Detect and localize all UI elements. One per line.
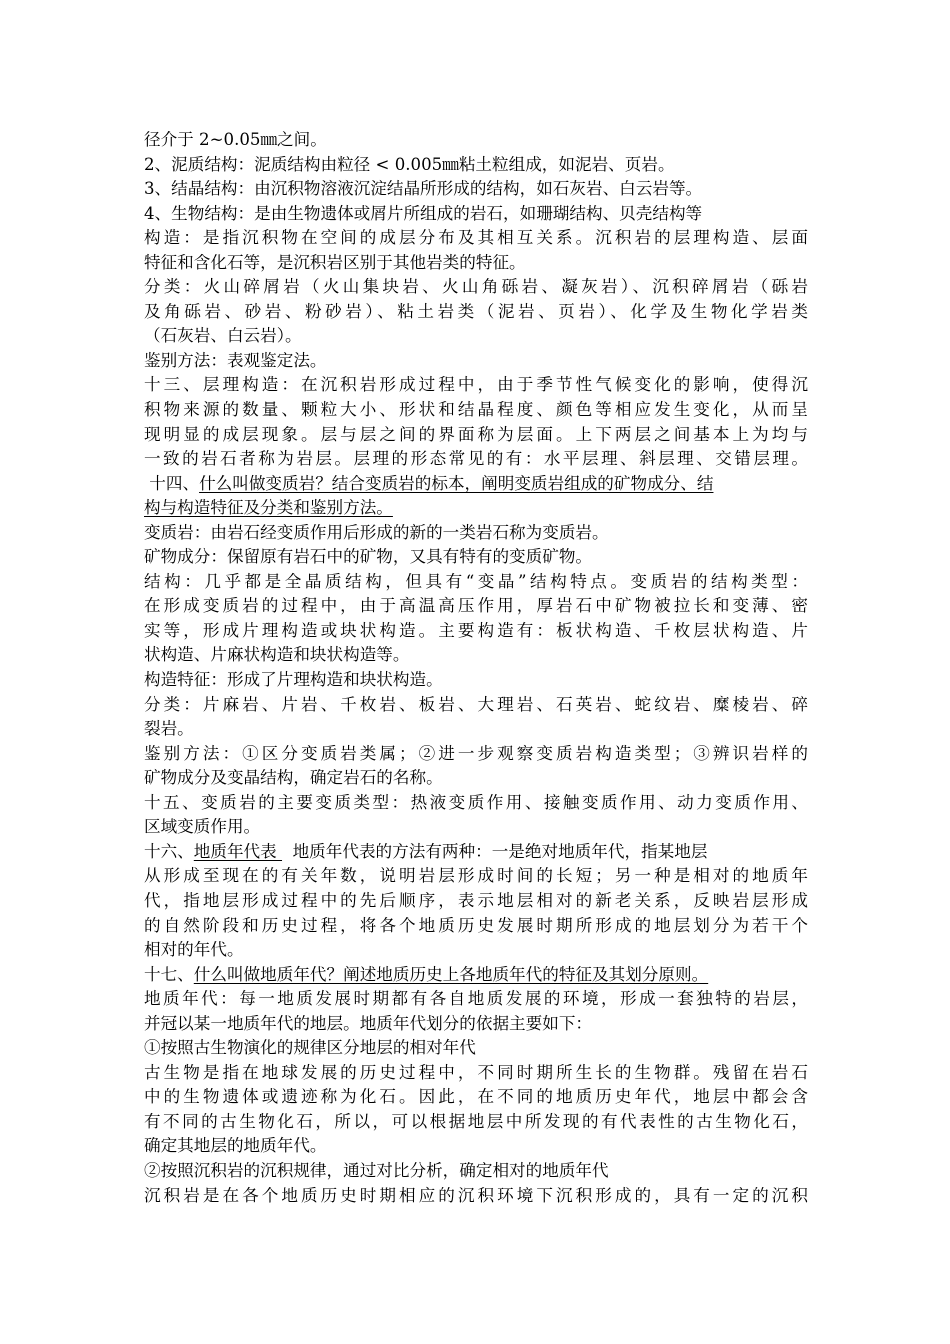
text-line: 在形成变质岩的过程中，由于高温高压作用，厚岩石中矿物被拉长和变薄、密 [144, 596, 808, 616]
text-line: 并冠以某一地质年代的地层。地质年代划分的依据主要如下： [144, 1013, 593, 1033]
text-line: 鉴别方法：表观鉴定法。 [144, 350, 327, 370]
text-line: 十五、变质岩的主要变质类型：热液变质作用、接触变质作用、动力变质作用、 [144, 792, 808, 812]
underlined-heading: 地质年代表 [193, 841, 283, 861]
text-line: 矿物成分及变晶结构，确定岩石的名称。 [144, 768, 443, 788]
text-line: （石灰岩、白云岩）。 [144, 326, 302, 346]
underlined-heading: 什么叫做地质年代？阐述地质历史上各地质年代的特征及其划分原则。 [193, 964, 709, 984]
text-line: 确定其地层的地质年代。 [144, 1136, 327, 1156]
text-line: 十三、层理构造：在沉积岩形成过程中，由于季节性气候变化的影响，使得沉 [144, 375, 808, 395]
text-line: 状构造、片麻状构造和块状构造等。 [144, 645, 410, 665]
text-line: 分类：火山碎屑岩（火山集块岩、火山角砾岩、凝灰岩）、沉积碎屑岩（砾岩 [144, 277, 808, 297]
text-line: 构造：是指沉积物在空间的成层分布及其相互关系。沉积岩的层理构造、层面 [144, 228, 808, 248]
heading-line [144, 496, 808, 521]
text-line: 鉴别方法：①区分变质岩类属；②进一步观察变质岩构造类型；③辨识岩样的 [144, 743, 808, 763]
text-line: 裂岩。 [144, 719, 194, 739]
text-line: 区域变质作用。 [144, 817, 261, 837]
text-line: 特征和含化石等，是沉积岩区别于其他岩类的特征。 [144, 252, 526, 272]
text-line: 实等，形成片理构造或块状构造。主要构造有：板状构造、千枚层状构造、片 [144, 620, 808, 640]
text-line: 3、结晶结构：由沉积物溶液沉淀结晶所形成的结构，如石灰岩、白云岩等。 [144, 179, 703, 199]
text-line: 矿物成分：保留原有岩石中的矿物，又具有特有的变质矿物。 [144, 547, 593, 567]
text-line: 古生物是指在地球发展的历史过程中，不同时期所生长的生物群。残留在岩石 [144, 1062, 808, 1082]
heading-line: 十六、地质年代表 地质年代表的方法有两种：一是绝对地质年代，指某地层 [144, 841, 708, 861]
text-line: 有不同的古生物化石，所以，可以根据地层中所发现的有代表性的古生物化石， [144, 1111, 808, 1131]
heading-line: 十七、什么叫做地质年代？阐述地质历史上各地质年代的特征及其划分原则。 [144, 964, 709, 984]
heading-line: 十四、什么叫做变质岩？结合变质岩的标本，阐明变质岩组成的矿物成分、结 [144, 473, 714, 493]
text-line: 及角砾岩、砂岩、粉砂岩）、粘土岩类（泥岩、页岩）、化学及生物化学岩类 [144, 301, 808, 321]
text-line: 中的生物遗体或遗迹称为化石。因此，在不同的地质历史年代，地层中都会含 [144, 1087, 808, 1107]
text-line: 4、生物结构：是由生物遗体或屑片所组成的岩石，如珊瑚结构、贝壳结构等 [144, 203, 703, 223]
text-line: 地质年代：每一地质发展时期都有各自地质发展的环境，形成一套独特的岩层， [144, 989, 808, 1009]
text-line: 2、泥质结构：泥质结构由粒径 < 0.005㎜粘土粒组成，如泥岩、页岩。 [144, 154, 675, 174]
text-line: 现明显的成层现象。层与层之间的界面称为层面。上下两层之间基本上为均与 [144, 424, 808, 444]
text-line: 径介于 2~0.05㎜之间。 [144, 130, 327, 149]
text-line: 构造特征：形成了片理构造和块状构造。 [144, 670, 443, 690]
text-line: 一致的岩石者称为岩层。层理的形态常见的有：水平层理、斜层理、交错层理。 [144, 449, 808, 469]
text-line: 积物来源的数量、颗粒大小、形状和结晶程度、颜色等相应发生变化，从而呈 [144, 400, 808, 420]
text-line: 的自然阶段和历史过程，将各个地质历史发展时期所形成的地层划分为若干个 [144, 915, 808, 935]
text-line: 分类：片麻岩、片岩、千枚岩、板岩、大理岩、石英岩、蛇纹岩、糜棱岩、碎 [144, 694, 808, 714]
text-line: ①按照古生物演化的规律区分地层的相对年代 [144, 1038, 476, 1058]
text-line: 代，指地层形成过程中的先后顺序，表示地层相对的新老关系，反映岩层形成 [144, 890, 808, 910]
document-body [144, 128, 808, 1208]
text-line: 从形成至现在的有关年数，说明岩层形成时间的长短；另一种是相对的地质年 [144, 866, 808, 886]
text-line: 结构：几乎都是全晶质结构，但具有“变晶”结构特点。变质岩的结构类型： [144, 571, 808, 591]
text-line: 相对的年代。 [144, 940, 244, 960]
text-line: 沉积岩是在各个地质历史时期相应的沉积环境下沉积形成的，具有一定的沉积 [144, 1185, 808, 1205]
text-line: ②按照沉积岩的沉积规律，通过对比分析，确定相对的地质年代 [144, 1160, 609, 1180]
underlined-heading: 构与构造特征及分类和鉴别方法。 [144, 498, 393, 518]
underlined-heading: 什么叫做变质岩？结合变质岩的标本，阐明变质岩组成的矿物成分、结 [199, 473, 714, 493]
text-line: 变质岩：由岩石经变质作用后形成的新的一类岩石称为变质岩。 [144, 522, 609, 542]
